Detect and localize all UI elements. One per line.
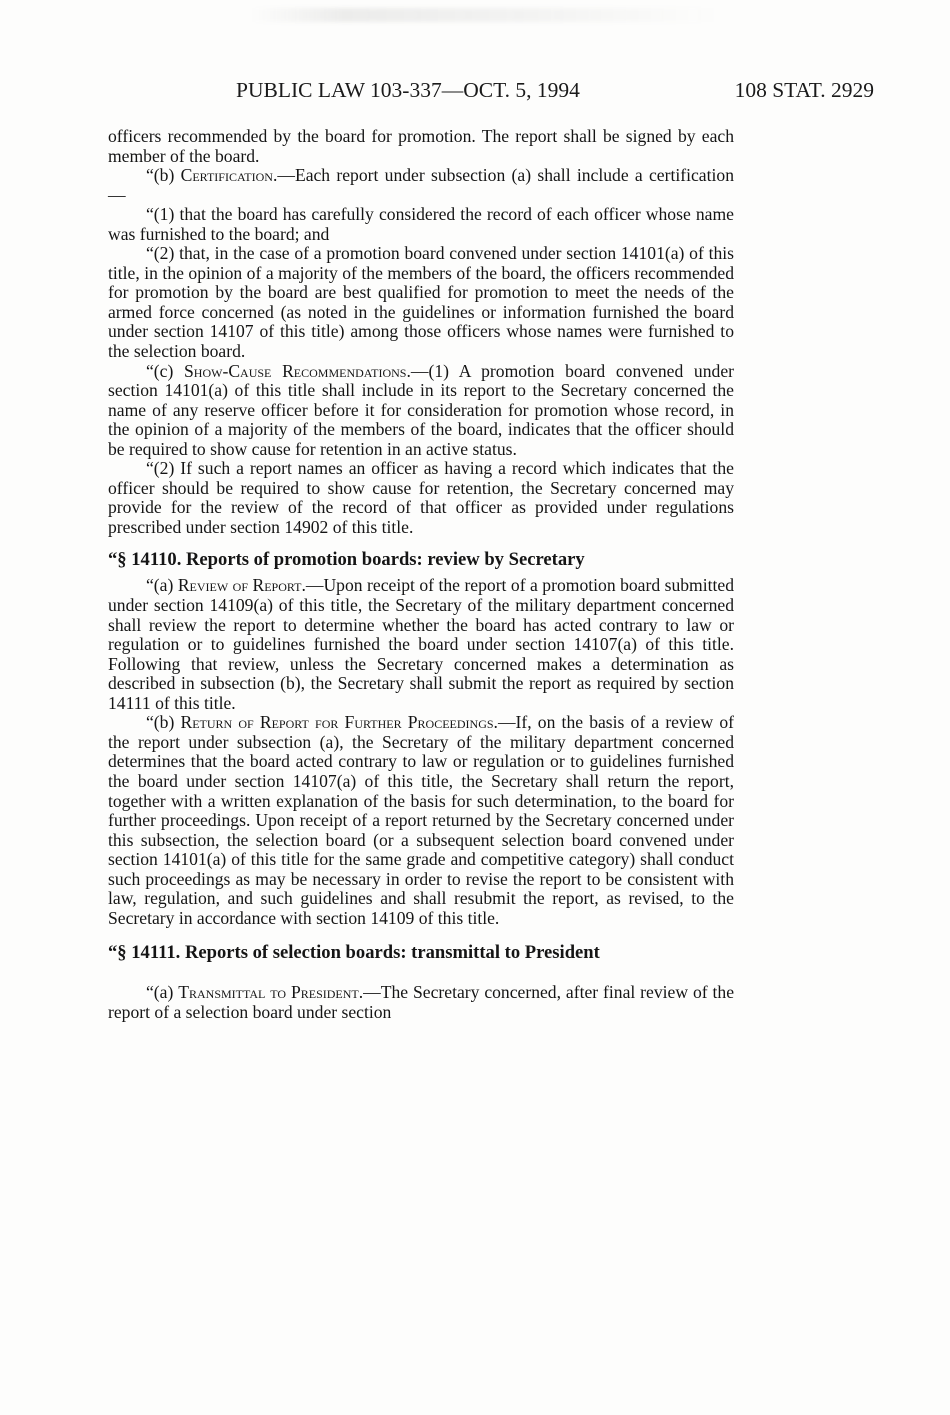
show-through-smudge [250,8,720,22]
paragraph-c-2: “(2) If such a report names an officer as having a record which indicates that the officer should be required to show cause for retention, the Secretary concerned may provide for the review of the record of that officer as provided under regulations prescribed under section 14902 of this title. [108,458,734,537]
paragraph-2: “(2) that, in the case of a promotion board convened under section 14101(a) of this title, in the opinion of a majority of the members of the board, the officers recommended for promotion by the board are best qualified for promotion to meet the needs of the armed force concerned (as noted in the guidelines or information furnished the board under section 14107 of this title) among those officers whose names were furnished to the selection board. [108,243,734,362]
paragraph-a-review: “(a) Review of Report.—Upon receipt of the report of a promotion board submitted under section 14109(a) of this title, the Secretary of the military department concerned shall review the report to determine whether the board has acted contrary to law or regulation or to guidelines furnished the board under section 14107(a) of this title. Following that review, unless the Secretary concerned makes a determination as described in subsection (b), the Secretary shall submit the report as required by section 14111 of this title. [108,575,734,713]
paragraph-c-show-cause: “(c) Show-Cause Recommendations.—(1) A promotion board convened under section 14101(a) of this title shall include in its report to the Secretary concerned the name of any reserve officer before it for consideration for promotion whose record, in the opinion of a majority of the members of the board, indicates that the officer should be required to show cause for retention in an active status. [108,360,734,459]
paragraph-continuation: officers recommended by the board for promotion. The report shall be signed by each member of the board. [108,126,734,166]
running-header [108,78,874,106]
subsection-caption: Return of Report for Further Proceedings [180,712,494,733]
paragraph-1: “(1) that the board has carefully considered the record of each officer whose name was furnished to the board; and [108,204,734,244]
subsection-caption: Certification [180,165,273,186]
paragraph-b-certification: “(b) Certification.—Each report under subsection (a) shall include a certification— [108,165,734,205]
paragraph-a-transmittal: “(a) Transmittal to President.—The Secretary concerned, after final review of the report of a selection board under section [108,982,735,1022]
section-heading-14111: “§ 14111. Reports of selection boards: transmittal to President [108,942,600,964]
public-law-citation: PUBLIC LAW 103-337—OCT. 5, 1994 [236,78,580,102]
subsection-caption: Transmittal to President [178,982,359,1003]
section-heading-14110: “§ 14110. Reports of promotion boards: review by Secretary [108,549,585,571]
body-text [108,127,734,1022]
subsection-caption: Review of Report [177,575,302,596]
subsection-caption: Show-Cause Recommendations [184,360,407,381]
statutes-page-number: 108 STAT. 2929 [734,78,874,102]
paragraph-b-return: “(b) Return of Report for Further Proceedings.—If, on the basis of a review of the report under subsection (a), the Secretary of the military department concerned determines that the board acted contrary to law or regulation or to guidelines furnished the board under section 14107(a) of this title, the Secretary shall return the report, together with a written explanation of the basis for such determination, to the board for further proceedings. Upon receipt of a report returned by the Secretary concerned under this subsection, the selection board (or a subsequent selection board convened under section 14101(a) of this title for the same grade and competitive category) shall conduct such proceedings as may be necessary in order to revise the report to be consistent with law, regulation, and such guidelines and shall resubmit the report, as revised, to the Secretary in accordance with section 14109 of this title. [108,712,734,928]
